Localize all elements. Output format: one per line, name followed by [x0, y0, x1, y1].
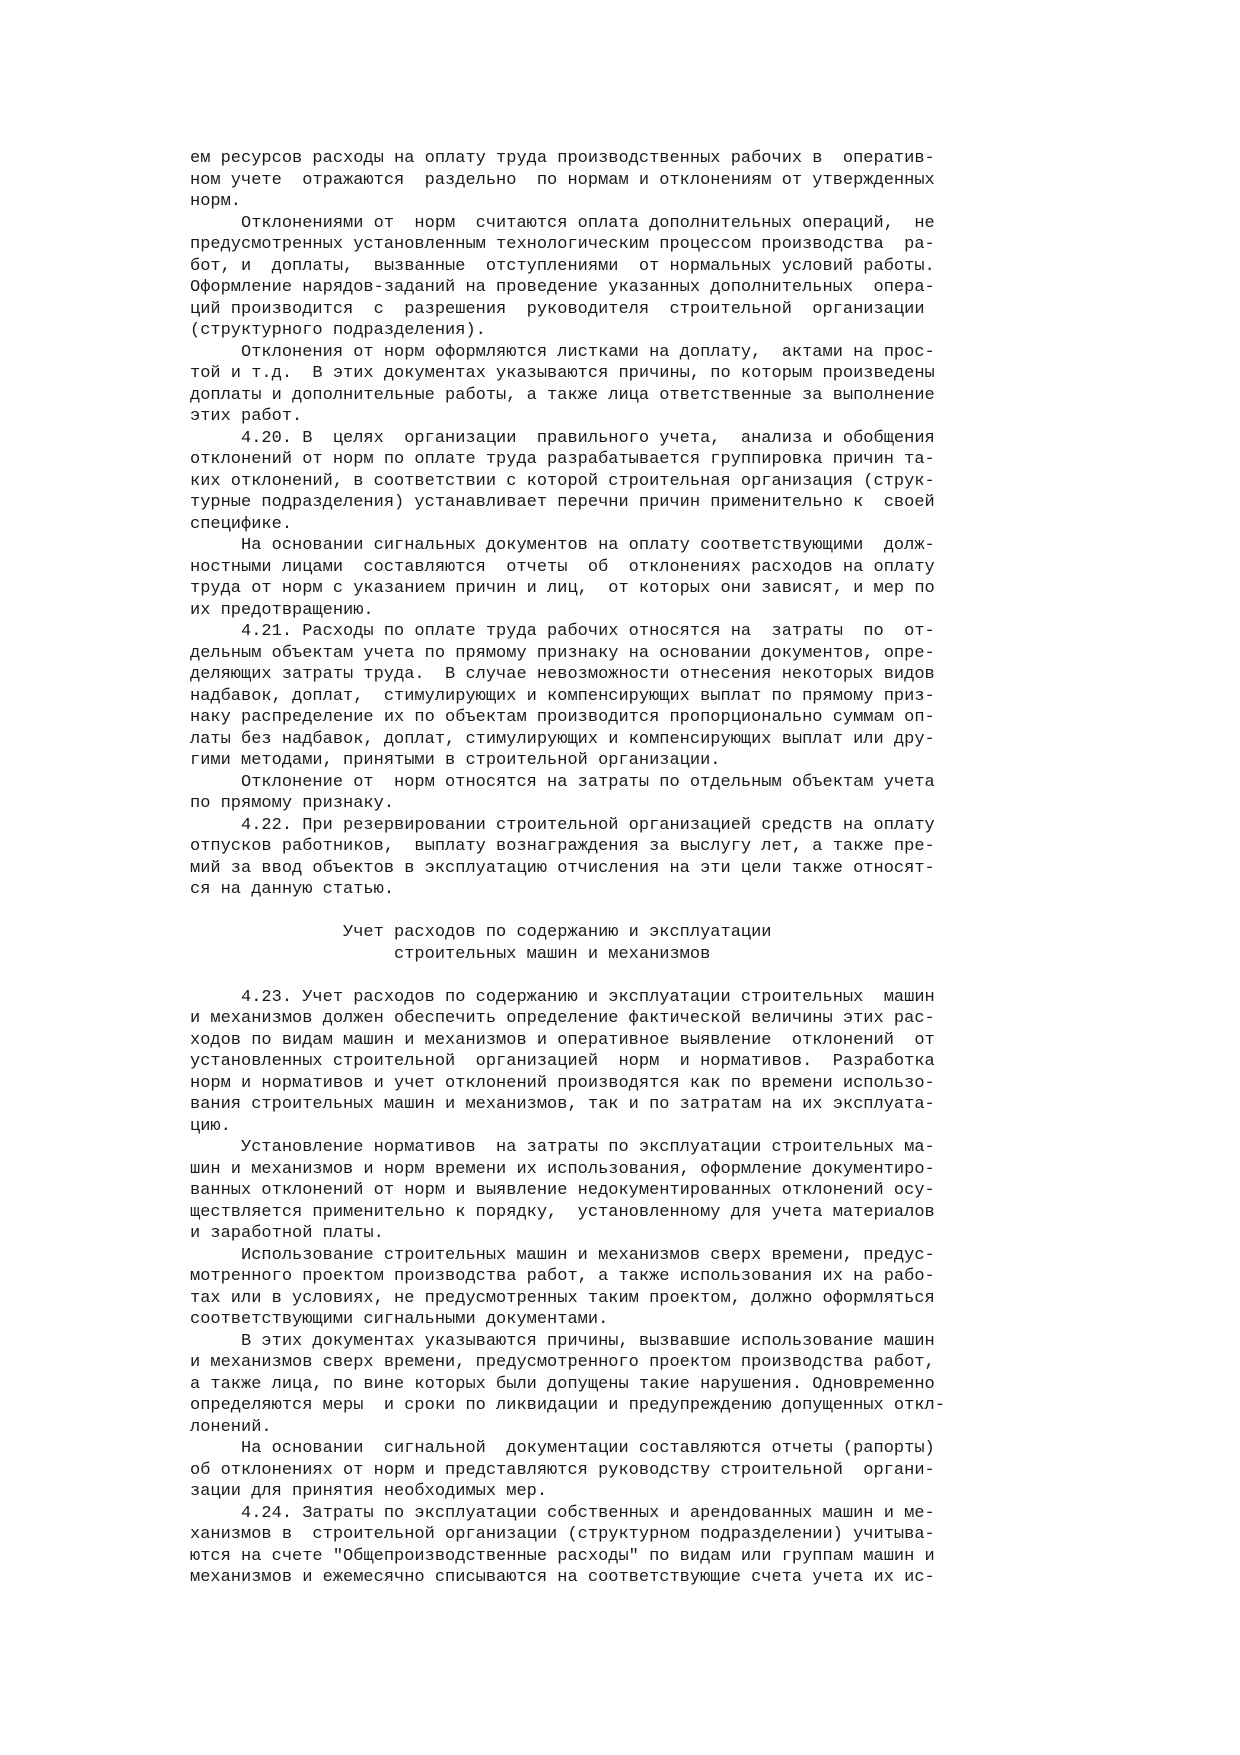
- text-line: Отклонениями от норм считаются оплата дополнительных операций, не: [190, 213, 935, 233]
- text-line: [190, 965, 1050, 987]
- text-line: доплаты и дополнительные работы, а также лица ответственные за выполнение: [190, 385, 935, 405]
- text-line: ностными лицами составляются отчеты об отклонениях расходов на оплату: [190, 557, 935, 577]
- text-line: определяются меры и сроки по ликвидации и предупреждению допущенных откл-: [190, 1396, 945, 1415]
- text-line: ся на данную статью.: [190, 880, 395, 899]
- text-line: Отклонение от норм относятся на затраты по отдельным объектам учета: [190, 772, 935, 792]
- text-line: Оформление нарядов-заданий на проведение указанных дополнительных опера-: [190, 278, 935, 297]
- text-line: ются на счете "Общепроизводственные расходы" по видам или группам машин и: [190, 1546, 935, 1566]
- text-line: (структурного подразделения).: [190, 321, 486, 340]
- text-line: наку распределение их по объектам производится пропорционально суммам оп-: [190, 708, 935, 727]
- text-line: специфике.: [190, 514, 293, 534]
- text-line: норм.: [190, 192, 242, 211]
- text-line: и заработной платы.: [190, 1224, 384, 1243]
- text-line: предусмотренных установленным технологическим процессом производства ра-: [190, 235, 935, 254]
- text-line: дельным объектам учета по прямому признаку на основании документов, опре-: [190, 643, 935, 663]
- text-line: этих работ.: [190, 407, 303, 426]
- text-line: мотренного проектом производства работ, а также использования их на рабо-: [190, 1267, 935, 1286]
- text-line: гими методами, принятыми в строительной организации.: [190, 751, 721, 770]
- text-line: [190, 901, 1050, 923]
- document-text: [190, 148, 1050, 1589]
- text-line: их предотвращению.: [190, 600, 374, 620]
- text-line: соответствующими сигнальными документами.: [190, 1310, 609, 1329]
- text-line: установленных строительной организацией норм и нормативов. Разработка: [190, 1052, 935, 1071]
- text-line: ций производится с разрешения руководителя строительной организации: [190, 299, 925, 319]
- text-line: лонений.: [190, 1417, 272, 1437]
- text-line: ходов по видам машин и механизмов и оперативное выявление отклонений от: [190, 1030, 935, 1050]
- text-line: На основании сигнальных документов на оплату соответствующими долж-: [190, 536, 935, 555]
- text-line: Установление нормативов на затраты по эксплуатации строительных ма-: [190, 1138, 935, 1157]
- text-line: и механизмов должен обеспечить определение фактической величины этих рас-: [190, 1009, 935, 1028]
- text-line: ном учете отражаются раздельно по нормам и отклонениям от утвержденных: [190, 170, 935, 190]
- text-line: ких отклонений, в соответствии с которой строительная организация (струк-: [190, 471, 935, 491]
- text-line: той и т.д. В этих документах указываются причины, по которым произведены: [190, 364, 935, 383]
- text-line: механизмов и ежемесячно списываются на соответствующие счета учета их ис-: [190, 1568, 935, 1587]
- text-line: отклонений от норм по оплате труда разрабатывается группировка причин та-: [190, 450, 935, 469]
- text-line: шин и механизмов и норм времени их использования, оформление документиро-: [190, 1159, 935, 1179]
- text-line: и механизмов сверх времени, предусмотренного проектом производства работ,: [190, 1353, 935, 1372]
- text-line: норм и нормативов и учет отклонений производятся как по времени использо-: [190, 1073, 935, 1093]
- text-line: Использование строительных машин и механизмов сверх времени, предус-: [190, 1245, 935, 1265]
- text-line: деляющих затраты труда. В случае невозможности отнесения некоторых видов: [190, 665, 935, 684]
- text-line: 4.24. Затраты по эксплуатации собственных и арендованных машин и ме-: [190, 1503, 935, 1523]
- text-line: На основании сигнальной документации составляются отчеты (рапорты): [190, 1439, 935, 1458]
- text-line: латы без надбавок, доплат, стимулирующих и компенсирующих выплат или дру-: [190, 729, 935, 749]
- text-line: мий за ввод объектов в эксплуатацию отчисления на эти цели также относят-: [190, 858, 935, 878]
- text-line: Отклонения от норм оформляются листками на доплату, актами на прос-: [190, 342, 935, 362]
- text-line: по прямому признаку.: [190, 794, 395, 813]
- text-line: ществляется применительно к порядку, установленному для учета материалов: [190, 1202, 935, 1222]
- text-line: бот, и доплаты, вызванные отступлениями от нормальных условий работы.: [190, 256, 935, 276]
- text-line: 4.23. Учет расходов по содержанию и эксплуатации строительных машин: [190, 987, 935, 1007]
- text-line: ванных отклонений от норм и выявление недокументированных отклонений осу-: [190, 1181, 935, 1200]
- text-line: 4.22. При резервировании строительной организацией средств на оплату: [190, 815, 935, 835]
- text-line: ем ресурсов расходы на оплату труда производственных рабочих в оператив-: [190, 149, 935, 168]
- text-line: 4.20. В целях организации правильного учета, анализа и обобщения: [190, 428, 935, 448]
- text-line: 4.21. Расходы по оплате труда рабочих относятся на затраты по от-: [190, 622, 935, 641]
- text-line: тах или в условиях, не предусмотренных таким проектом, должно оформляться: [190, 1288, 935, 1308]
- text-line: отпусков работников, выплату вознаграждения за выслугу лет, а также пре-: [190, 837, 935, 856]
- text-line: В этих документах указываются причины, вызвавшие использование машин: [190, 1331, 935, 1351]
- text-line: надбавок, доплат, стимулирующих и компенсирующих выплат по прямому приз-: [190, 686, 935, 706]
- text-line: об отклонениях от норм и представляются руководству строительной органи-: [190, 1460, 935, 1480]
- text-line: строительных машин и механизмов: [190, 944, 711, 964]
- text-line: зации для принятия необходимых мер.: [190, 1482, 548, 1501]
- text-line: а также лица, по вине которых были допущены такие нарушения. Одновременно: [190, 1374, 935, 1394]
- text-line: ханизмов в строительной организации (структурном подразделении) учитыва-: [190, 1525, 935, 1544]
- text-line: вания строительных машин и механизмов, так и по затратам на их эксплуата-: [190, 1095, 935, 1114]
- text-line: турные подразделения) устанавливает перечни причин применительно к своей: [190, 493, 935, 512]
- text-line: труда от норм с указанием причин и лиц, от которых они зависят, и мер по: [190, 579, 935, 598]
- text-line: цию.: [190, 1116, 231, 1136]
- text-line: Учет расходов по содержанию и эксплуатации: [190, 923, 772, 942]
